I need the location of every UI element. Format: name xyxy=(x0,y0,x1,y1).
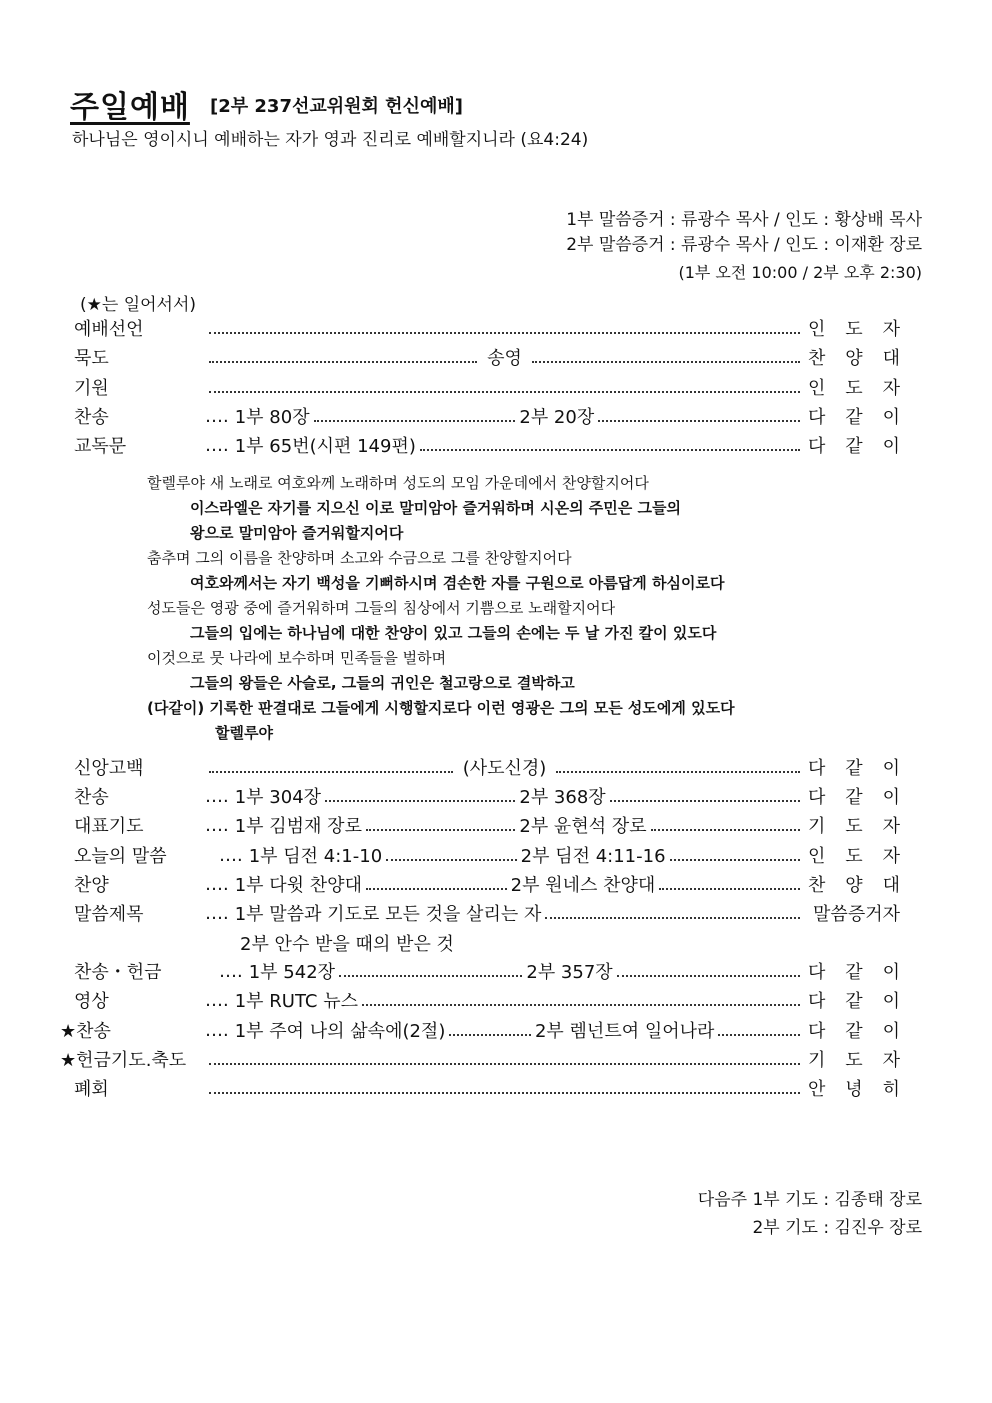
dot-leader xyxy=(610,799,800,802)
dot-leader xyxy=(659,887,800,890)
order-row xyxy=(60,840,900,870)
order-leader-dots: …. xyxy=(205,785,229,807)
response-char: 이 xyxy=(882,991,900,1012)
order-part: 1부 김범재 장로 xyxy=(234,816,362,837)
dot-leader xyxy=(598,419,800,422)
response-char: 다 xyxy=(808,991,826,1012)
response-char: 이 xyxy=(882,758,900,779)
order-leader-dots: …. xyxy=(205,814,229,836)
order-row xyxy=(60,401,900,431)
order-part: 1부 주여 나의 삶속에(2절) xyxy=(234,1021,446,1042)
dot-leader xyxy=(314,419,516,422)
order-leader-dots: …. xyxy=(205,405,229,427)
response-char: 도 xyxy=(845,816,863,837)
page-title: 주일예배 xyxy=(70,90,190,125)
order-response xyxy=(808,958,900,984)
response-char: 양 xyxy=(845,348,863,369)
order-detail xyxy=(219,958,804,984)
order-detail xyxy=(205,1017,804,1043)
response-char: 도 xyxy=(845,1050,863,1071)
order-row xyxy=(60,869,900,899)
order-detail xyxy=(205,900,804,926)
order-detail xyxy=(219,842,804,868)
reading-line: 이것으로 뭇 나라에 보수하며 민족들을 벌하며 xyxy=(147,649,447,667)
dot-leader xyxy=(366,828,515,831)
order-response xyxy=(808,432,900,458)
order-detail xyxy=(205,382,804,393)
next-week-prayer-2: 2부 기도 : 김진우 장로 xyxy=(752,1218,922,1238)
order-row xyxy=(60,985,900,1015)
response-char: 다 xyxy=(808,962,826,983)
order-row xyxy=(60,372,900,402)
order-row xyxy=(60,810,900,840)
order-part: 1부 542장 xyxy=(248,962,336,983)
response-char: 같 xyxy=(845,758,863,779)
response-char: 자 xyxy=(882,378,900,399)
speakers-line-1: 1부 말씀증거 : 류광수 목사 / 인도 : 황상배 목사 xyxy=(566,210,922,230)
response-char: 찬 xyxy=(808,348,826,369)
dot-leader xyxy=(545,916,800,919)
order-response xyxy=(808,783,900,809)
dot-leader xyxy=(617,974,800,977)
order-label: 찬송 xyxy=(74,407,109,428)
order-label: 영상 xyxy=(74,991,109,1012)
order-row xyxy=(60,781,900,811)
response-char: 인 xyxy=(808,846,826,867)
order-part: 2부 윤현석 장로 xyxy=(519,816,647,837)
response-char: 같 xyxy=(845,787,863,808)
response-char: 이 xyxy=(882,1021,900,1042)
order-response xyxy=(808,374,900,400)
response-char: 다 xyxy=(808,436,826,457)
reading-line: 그들의 왕들은 사슬로, 그들의 귀인은 철고랑으로 결박하고 xyxy=(190,674,575,692)
order-leader-dots: …. xyxy=(205,989,229,1011)
order-row xyxy=(60,1044,900,1074)
response-char: 같 xyxy=(845,962,863,983)
order-detail xyxy=(205,1054,804,1065)
order-leader-dots: …. xyxy=(205,902,229,924)
order-label: 기원 xyxy=(74,378,109,399)
order-detail xyxy=(205,987,804,1013)
reading-line: (다같이) 기록한 판결대로 그들에게 시행할지로다 이런 영광은 그의 모든 성도에게 있도다 xyxy=(147,699,735,717)
service-times: (1부 오전 10:00 / 2부 오후 2:30) xyxy=(678,263,922,282)
response-char: 도 xyxy=(845,378,863,399)
dot-leader xyxy=(209,331,800,334)
order-response: 말씀증거자 xyxy=(813,904,900,925)
order-part: 1부 다윗 찬양대 xyxy=(234,875,362,896)
response-char: 녕 xyxy=(845,1079,863,1100)
order-part: 1부 65번(시편 149편) xyxy=(234,436,416,457)
order-label: 묵도 xyxy=(74,348,109,369)
response-char: 다 xyxy=(808,1021,826,1042)
order-label: 오늘의 말씀 xyxy=(74,846,167,867)
dot-leader xyxy=(209,390,800,393)
order-detail xyxy=(205,1083,804,1094)
theme-verse: 하나님은 영이시니 예배하는 자가 영과 진리로 예배할지니라 (요4:24) xyxy=(72,130,589,150)
order-detail xyxy=(205,323,804,334)
order-response xyxy=(808,754,900,780)
reading-line: 그들의 입에는 하나님에 대한 찬양이 있고 그들의 손에는 두 날 가진 칼이 있도다 xyxy=(190,624,717,642)
dot-leader xyxy=(325,799,515,802)
reading-line: 이스라엘은 자기를 지으신 이로 말미암아 즐거워하며 시온의 주민은 그들의 xyxy=(190,499,681,517)
order-leader-dots: …. xyxy=(219,960,243,982)
response-char: 이 xyxy=(882,436,900,457)
next-week-prayer-1: 다음주 1부 기도 : 김종태 장로 xyxy=(697,1190,922,1210)
order-leader-dots: …. xyxy=(205,434,229,456)
order-part: 2부 렘넌트여 일어나라 xyxy=(534,1021,715,1042)
reading-line: 왕으로 말미암아 즐거워할지어다 xyxy=(190,524,404,542)
order-label: 말씀제목 xyxy=(74,904,144,925)
reading-line: 할렐루야 새 노래로 여호와께 노래하며 성도의 모임 가운데에서 찬양할지어다 xyxy=(147,474,649,492)
response-char: 양 xyxy=(845,875,863,896)
response-char: 기 xyxy=(808,816,826,837)
order-label: 찬송 xyxy=(74,787,109,808)
dot-leader xyxy=(339,974,522,977)
order-detail xyxy=(205,403,804,429)
reading-line: 할렐루야 xyxy=(215,724,273,742)
stand-note: (★는 일어서서) xyxy=(80,295,197,315)
dot-leader xyxy=(366,887,507,890)
order-part: 2부 357장 xyxy=(526,962,613,983)
response-char: 이 xyxy=(882,407,900,428)
service-subtitle: [2부 237선교위원회 헌신예배] xyxy=(210,96,463,117)
order-leader-dots: …. xyxy=(205,873,229,895)
response-char: 도 xyxy=(845,846,863,867)
order-row xyxy=(60,430,900,460)
response-char: 도 xyxy=(845,319,863,340)
response-char: 자 xyxy=(882,846,900,867)
response-char: 인 xyxy=(808,319,826,340)
dot-leader xyxy=(209,770,453,773)
response-char: 다 xyxy=(808,758,826,779)
order-response xyxy=(808,1046,900,1072)
order-row xyxy=(60,342,900,372)
response-char: 다 xyxy=(808,787,826,808)
order-label: 교독문 xyxy=(74,436,127,457)
order-label: 대표기도 xyxy=(74,816,144,837)
response-char: 자 xyxy=(882,816,900,837)
order-part: 1부 RUTC 뉴스 xyxy=(234,991,358,1012)
order-part: 1부 80장 xyxy=(234,407,310,428)
response-char: 자 xyxy=(882,1050,900,1071)
response-char: 같 xyxy=(845,436,863,457)
response-char: 같 xyxy=(845,1021,863,1042)
order-part: 2부 딤전 4:11-16 xyxy=(520,846,666,867)
reading-line: 춤추며 그의 이름을 찬양하며 소고와 수금으로 그를 찬양할지어다 xyxy=(147,549,572,567)
order-leader-dots: …. xyxy=(219,844,243,866)
response-char: 인 xyxy=(808,378,826,399)
order-detail xyxy=(205,783,804,809)
order-row xyxy=(60,956,900,986)
order-part: 1부 304장 xyxy=(234,787,322,808)
response-char: 안 xyxy=(808,1079,826,1100)
response-char: 히 xyxy=(882,1079,900,1100)
dot-leader xyxy=(362,1003,800,1006)
response-char: 같 xyxy=(845,407,863,428)
order-part: 1부 딤전 4:1-10 xyxy=(248,846,383,867)
speakers-line-2: 2부 말씀증거 : 류광수 목사 / 인도 : 이재환 장로 xyxy=(566,235,922,255)
order-label: ★헌금기도.축도 xyxy=(60,1050,187,1071)
order-detail xyxy=(205,871,804,897)
order-label: 찬송・헌금 xyxy=(74,962,162,983)
dot-leader xyxy=(670,858,800,861)
order-detail xyxy=(205,344,804,370)
order-detail xyxy=(205,812,804,838)
dot-leader xyxy=(209,360,477,363)
order-label: 예배선언 xyxy=(74,319,144,340)
order-label: ★찬송 xyxy=(60,1021,111,1042)
order-row xyxy=(60,1073,900,1103)
order-detail xyxy=(205,754,804,780)
order-part: 송영 xyxy=(487,348,522,369)
dot-leader xyxy=(449,1033,531,1036)
order-row xyxy=(60,1015,900,1045)
order-row xyxy=(60,898,900,928)
response-char: 이 xyxy=(882,962,900,983)
response-char: 찬 xyxy=(808,875,826,896)
reading-line: 여호와께서는 자기 백성을 기뻐하시며 겸손한 자를 구원으로 아름답게 하심이로다 xyxy=(190,574,725,592)
response-char: 대 xyxy=(882,875,900,896)
order-label: 폐회 xyxy=(74,1079,109,1100)
order-response xyxy=(808,842,900,868)
sermon-title-part2: 2부 안수 받을 때의 받은 것 xyxy=(240,934,454,955)
response-char: 이 xyxy=(882,787,900,808)
order-detail xyxy=(205,432,804,458)
order-response xyxy=(808,987,900,1013)
dot-leader xyxy=(532,360,800,363)
order-response xyxy=(808,315,900,341)
order-response xyxy=(808,344,900,370)
order-part: 2부 20장 xyxy=(519,407,595,428)
dot-leader xyxy=(718,1033,800,1036)
order-row xyxy=(60,752,900,782)
order-response xyxy=(808,1075,900,1101)
order-part: 1부 말씀과 기도로 모든 것을 살리는 자 xyxy=(234,904,542,925)
response-char: 자 xyxy=(882,319,900,340)
order-label: 신앙고백 xyxy=(74,758,144,779)
order-part: 2부 원네스 찬양대 xyxy=(510,875,656,896)
response-char: 기 xyxy=(808,1050,826,1071)
response-char: 다 xyxy=(808,407,826,428)
order-response xyxy=(808,403,900,429)
response-char: 대 xyxy=(882,348,900,369)
dot-leader xyxy=(556,770,800,773)
dot-leader xyxy=(651,828,800,831)
dot-leader xyxy=(420,448,800,451)
order-response xyxy=(808,812,900,838)
order-response xyxy=(808,871,900,897)
order-label: 찬양 xyxy=(74,875,109,896)
order-response xyxy=(808,1017,900,1043)
order-part: (사도신경) xyxy=(462,758,547,779)
dot-leader xyxy=(386,858,516,861)
reading-line: 성도들은 영광 중에 즐거워하며 그들의 침상에서 기쁨으로 노래할지어다 xyxy=(147,599,616,617)
dot-leader xyxy=(209,1091,800,1094)
order-leader-dots: …. xyxy=(205,1019,229,1041)
order-part: 2부 368장 xyxy=(519,787,606,808)
order-row xyxy=(60,313,900,343)
dot-leader xyxy=(209,1062,800,1065)
response-char: 같 xyxy=(845,991,863,1012)
